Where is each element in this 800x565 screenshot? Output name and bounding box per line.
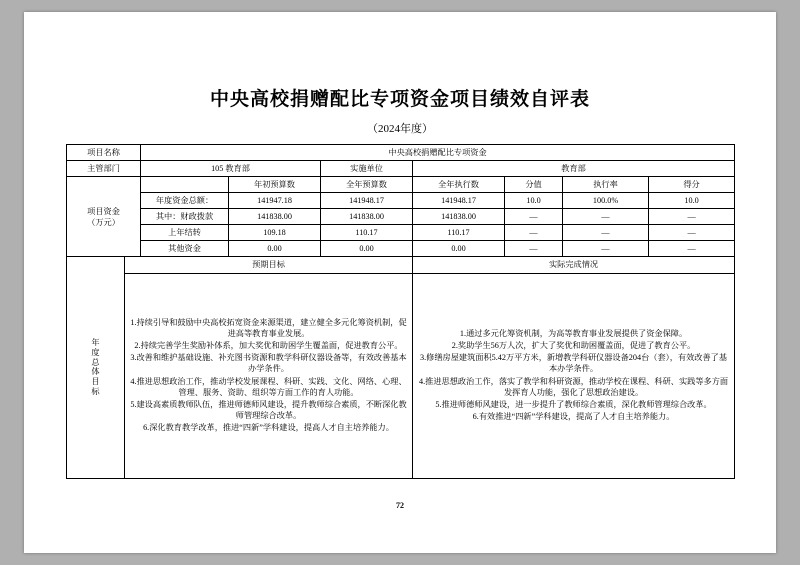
- funds-col-header-1: 全年预算数: [321, 177, 413, 193]
- actual-results-content: [413, 273, 735, 478]
- funds-row-3-value-2: 0.00: [413, 241, 505, 257]
- funds-row-0-value-0: 141947.18: [229, 193, 321, 209]
- funds-row-2-value-1: 110.17: [321, 225, 413, 241]
- page-subtitle: （2024年度）: [367, 123, 433, 135]
- table-row-funds-fiscal: [67, 209, 735, 225]
- table-row-funds-header: [67, 177, 735, 193]
- dept-value: 105 教育部: [141, 161, 321, 177]
- funds-row-3-value-0: 0.00: [229, 241, 321, 257]
- funds-row-label: [67, 177, 141, 257]
- funds-row-0-value-4: 100.0%: [563, 193, 649, 209]
- funds-col-header-3: 分值: [505, 177, 563, 193]
- funds-row-0-value-3: 10.0: [505, 193, 563, 209]
- table-row-funds-carryover: [67, 225, 735, 241]
- funds-row-2-value-3: —: [505, 225, 563, 241]
- expected-goal-item-1: 1.持续引导和鼓励中央高校拓宽资金来源渠道，建立健全多元化筹资机制，促进高等教育事业发展。: [130, 318, 407, 339]
- project-name-label: 项目名称: [67, 145, 141, 161]
- table-row-funds-other: [67, 241, 735, 257]
- funds-row-3-value-4: —: [563, 241, 649, 257]
- funds-row-3-value-5: —: [649, 241, 735, 257]
- actual-results-header: 实际完成情况: [413, 257, 735, 273]
- funds-name-header: [141, 177, 229, 193]
- dept-label: 主管部门: [67, 161, 141, 177]
- funds-row-0-value-2: 141948.17: [413, 193, 505, 209]
- goals-side-label: 年度总体目标: [67, 257, 125, 478]
- funds-col-header-2: 全年执行数: [413, 177, 505, 193]
- funds-col-header-5: 得分: [649, 177, 735, 193]
- funds-row-1-value-3: —: [505, 209, 563, 225]
- funds-row-1-name: 其中：财政拨款: [141, 209, 229, 225]
- actual-result-item-2: 2.奖助学生56万人次，扩大了奖优和助困覆盖面，促进了教育公平。: [451, 341, 696, 351]
- funds-row-3-name: 其他资金: [141, 241, 229, 257]
- table-row-project-name: [67, 145, 735, 161]
- funds-row-2-value-4: —: [563, 225, 649, 241]
- expected-goal-item-5: 5.建设高素质教师队伍，推进师德师风建设，提升教师综合素质，不断深化教师管理综合改革。: [130, 399, 407, 420]
- funds-col-header-4: 执行率: [563, 177, 649, 193]
- actual-result-item-4: 4.推进思想政治工作，落实了教学和科研资源，推动学校在课程、科研、实践等多方面发挥育人功能，强化了思想政治建设。: [418, 376, 729, 397]
- funds-row-2-value-2: 110.17: [413, 225, 505, 241]
- actual-result-item-5: 5.推进师德师风建设，进一步提升了教师综合素质，深化教师管理综合改革。: [435, 399, 712, 409]
- actual-result-item-6: 6.有效推进“四新”学科建设，提高了人才自主培养能力。: [472, 411, 675, 421]
- funds-row-2-value-0: 109.18: [229, 225, 321, 241]
- table-row-goals-body: [67, 273, 735, 478]
- project-name-value: 中央高校捐赠配比专项资金: [141, 145, 735, 161]
- funds-row-2-name: 上年结转: [141, 225, 229, 241]
- expected-goal-item-6: 6.深化教育教学改革，推进“四新”学科建设，提高人才自主培养能力。: [143, 422, 394, 432]
- table-row-department: [67, 161, 735, 177]
- funds-row-3-value-1: 0.00: [321, 241, 413, 257]
- table-row-goals-header: [67, 257, 735, 273]
- funds-row-1-value-1: 141838.00: [321, 209, 413, 225]
- page-number: 72: [396, 501, 404, 510]
- performance-table: [66, 144, 735, 479]
- actual-result-item-3: 3.修缮房屋建筑面积5.42万平方米，新增教学科研仪器设备204台（套），有效改善了基本办学条件。: [420, 353, 728, 374]
- unit-value: 教育部: [413, 161, 735, 177]
- funds-row-2-value-5: —: [649, 225, 735, 241]
- expected-goals-content: [125, 273, 413, 478]
- page-content: [66, 12, 734, 553]
- funds-label-line2: （万元）: [87, 217, 120, 227]
- funds-label-line1: 项目资金: [87, 206, 120, 216]
- funds-row-0-name: 年度资金总额：: [141, 193, 229, 209]
- funds-row-1-value-4: —: [563, 209, 649, 225]
- expected-goal-item-2: 2.持续完善学生奖励补体系，加大奖优和助困学生覆盖面，促进教育公平。: [134, 341, 403, 351]
- page-title: 中央高校捐赠配比专项资金项目绩效自评表: [209, 89, 590, 110]
- funds-row-1-value-0: 141838.00: [229, 209, 321, 225]
- funds-row-1-value-5: —: [649, 209, 735, 225]
- expected-goals-header: 预期目标: [125, 257, 413, 273]
- document-page: [24, 12, 776, 553]
- table-row-funds-total: [67, 193, 735, 209]
- expected-goal-item-4: 4.推进思想政治工作，推动学校发展课程、科研、实践、文化、网络、心理、管理、服务、资助、组织等方面工作的育人功能。: [130, 376, 407, 397]
- expected-goal-item-3: 3.改善和维护基础设施、补充图书资源和教学科研仪器设备等，有效改善基本办学条件。: [130, 353, 407, 374]
- funds-row-3-value-3: —: [505, 241, 563, 257]
- funds-row-1-value-2: 141838.00: [413, 209, 505, 225]
- unit-label: 实施单位: [321, 161, 413, 177]
- funds-row-0-value-1: 141948.17: [321, 193, 413, 209]
- funds-row-0-value-5: 10.0: [649, 193, 735, 209]
- funds-col-header-0: 年初预算数: [229, 177, 321, 193]
- actual-result-item-1: 1.通过多元化筹资机制，为高等教育事业发展提供了资金保障。: [459, 329, 688, 339]
